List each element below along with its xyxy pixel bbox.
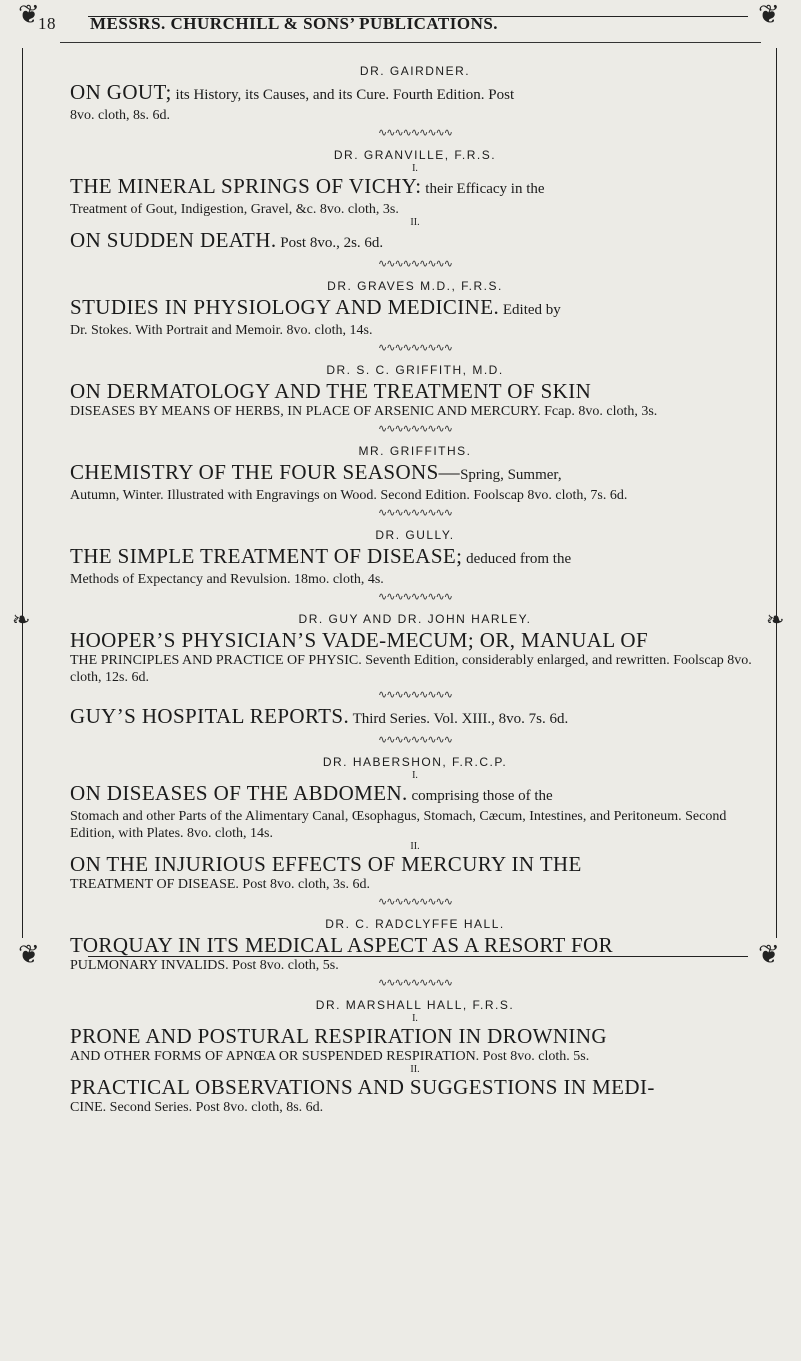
side-ornament-icon: ❧	[766, 608, 785, 633]
author-name: DR. GAIRDNER.	[359, 64, 471, 78]
header-rule	[60, 42, 761, 43]
item-numeral: II.	[410, 841, 420, 852]
book-title	[70, 628, 760, 652]
book-title	[70, 228, 760, 255]
author-name: DR. GULLY.	[375, 528, 455, 542]
book-description: CINE. Second Series. Post 8vo. cloth, 8s. 6d.	[70, 1100, 324, 1115]
book-description: PULMONARY INVALIDS. Post 8vo. cloth, 5s.	[70, 958, 339, 973]
corner-ornament-icon: ❦	[758, 940, 780, 970]
publication-entry	[70, 508, 760, 588]
ornamental-divider: ∿∿∿∿∿∿∿∿∿	[378, 258, 452, 270]
book-subtitle: its History, its Causes, and its Cure. Fourth Edition. Post	[171, 87, 515, 103]
item-numeral: II.	[410, 1064, 420, 1075]
book-description: Autumn, Winter. Illustrated with Engravings on Wood. Second Edition. Foolscap 8vo. cloth, 7s. 6d.	[70, 488, 628, 503]
book-title-text: GUY’S HOSPITAL REPORTS.	[70, 704, 350, 728]
publication-entry	[70, 128, 760, 255]
publication-entry	[70, 592, 760, 686]
publication-entry	[70, 735, 760, 893]
book-title	[70, 781, 760, 808]
ornamental-divider: ∿∿∿∿∿∿∿∿∿	[378, 591, 452, 603]
book-description: Treatment of Gout, Indigestion, Gravel, &c. 8vo. cloth, 3s.	[70, 202, 399, 217]
book-subtitle: Spring, Summer,	[460, 467, 562, 483]
ornamental-divider: ∿∿∿∿∿∿∿∿∿	[378, 896, 452, 908]
book-title	[70, 1075, 760, 1099]
author-name: DR. GRAVES M.D., F.R.S.	[327, 279, 503, 293]
book-subtitle: Post 8vo., 2s. 6d.	[276, 235, 384, 251]
left-border-line	[22, 48, 23, 938]
ornamental-divider: ∿∿∿∿∿∿∿∿∿	[378, 342, 452, 354]
book-subtitle: deduced from the	[462, 551, 572, 567]
ornamental-divider: ∿∿∿∿∿∿∿∿∿	[378, 977, 452, 989]
side-ornament-icon: ❧	[12, 608, 31, 633]
book-subtitle: their Efficacy in the	[421, 181, 545, 197]
item-numeral: I.	[412, 163, 418, 174]
book-title-text: TORQUAY IN ITS MEDICAL ASPECT AS A RESORT FOR	[70, 933, 614, 957]
book-title-text: ON THE INJURIOUS EFFECTS OF MERCURY IN THE	[70, 852, 582, 876]
publication-entry	[70, 64, 760, 124]
item-numeral: I.	[412, 770, 418, 781]
author-name: DR. C. RADCLYFFE HALL.	[325, 917, 505, 931]
book-title	[70, 852, 760, 876]
book-title	[70, 544, 760, 571]
book-title	[70, 460, 760, 487]
author-name: DR. S. C. GRIFFITH, M.D.	[326, 363, 504, 377]
publication-entry	[70, 424, 760, 504]
book-title	[70, 174, 760, 201]
book-title-text: PRACTICAL OBSERVATIONS AND SUGGESTIONS IN MEDI-	[70, 1075, 655, 1099]
right-border-line	[776, 48, 777, 938]
book-description: Dr. Stokes. With Portrait and Memoir. 8vo. cloth, 14s.	[70, 323, 373, 338]
publication-entry	[70, 978, 760, 1116]
book-title	[70, 295, 760, 322]
page-number: 18	[38, 14, 56, 33]
book-title-text: ON GOUT;	[70, 80, 172, 104]
corner-ornament-icon: ❦	[758, 0, 780, 30]
book-title-text: HOOPER’S PHYSICIAN’S VADE-MECUM; OR, MANUAL OF	[70, 628, 649, 652]
ornamental-divider: ∿∿∿∿∿∿∿∿∿	[378, 423, 452, 435]
book-title-text: ON DERMATOLOGY AND THE TREATMENT OF SKIN	[70, 379, 592, 403]
item-numeral: I.	[412, 1013, 418, 1024]
page-header	[38, 14, 760, 34]
book-subtitle: Third Series. Vol. XIII., 8vo. 7s. 6d.	[349, 711, 569, 727]
book-subtitle: Edited by	[499, 302, 561, 318]
book-description: Stomach and other Parts of the Alimentary Canal, Œsophagus, Stomach, Cæcum, Intestines, and Peritoneum. Second Edition, with Plates. 8vo. cloth, 14s.	[70, 809, 727, 841]
book-description: Methods of Expectancy and Revulsion. 18mo. cloth, 4s.	[70, 572, 384, 587]
book-title-text: ON SUDDEN DEATH.	[70, 228, 277, 252]
item-numeral: II.	[410, 217, 420, 228]
book-title-text: THE SIMPLE TREATMENT OF DISEASE;	[70, 544, 463, 568]
ornamental-divider: ∿∿∿∿∿∿∿∿∿	[378, 689, 452, 701]
running-title: MESSRS. CHURCHILL & SONS’ PUBLICATIONS.	[90, 14, 499, 33]
book-title-text: STUDIES IN PHYSIOLOGY AND MEDICINE.	[70, 295, 500, 319]
book-description: 8vo. cloth, 8s. 6d.	[70, 108, 170, 123]
book-description: DISEASES BY MEANS OF HERBS, IN PLACE OF ARSENIC AND MERCURY. Fcap. 8vo. cloth, 3s.	[70, 404, 658, 419]
publication-entry	[70, 343, 760, 420]
book-description: TREATMENT OF DISEASE. Post 8vo. cloth, 3s. 6d.	[70, 877, 370, 892]
publication-list	[70, 54, 760, 1116]
ornamental-divider: ∿∿∿∿∿∿∿∿∿	[378, 127, 452, 139]
book-title-text: PRONE AND POSTURAL RESPIRATION IN DROWNING	[70, 1024, 607, 1048]
book-title-text: CHEMISTRY OF THE FOUR SEASONS—	[70, 460, 461, 484]
author-name: DR. HABERSHON, F.R.C.P.	[322, 755, 508, 769]
book-title-text: THE MINERAL SPRINGS OF VICHY:	[70, 174, 422, 198]
publication-entry	[70, 259, 760, 339]
author-name: DR. GUY AND DR. JOHN HARLEY.	[298, 612, 532, 626]
book-title-text: ON DISEASES OF THE ABDOMEN.	[70, 781, 408, 805]
publication-entry	[70, 897, 760, 974]
author-name: MR. GRIFFITHS.	[358, 444, 472, 458]
author-name: DR. GRANVILLE, F.R.S.	[333, 148, 497, 162]
book-title	[70, 80, 760, 107]
book-description: AND OTHER FORMS OF APNŒA OR SUSPENDED RESPIRATION. Post 8vo. cloth. 5s.	[70, 1049, 590, 1064]
author-name: DR. MARSHALL HALL, F.R.S.	[315, 998, 515, 1012]
book-description: THE PRINCIPLES AND PRACTICE OF PHYSIC. Seventh Edition, considerably enlarged, and rewritten. Foolscap 8vo. cloth, 12s. 6d.	[70, 653, 752, 685]
publication-entry	[70, 690, 760, 731]
ornamental-divider: ∿∿∿∿∿∿∿∿∿	[378, 734, 452, 746]
corner-ornament-icon: ❦	[18, 940, 40, 970]
book-title	[70, 1024, 760, 1048]
corner-ornament-icon: ❦	[18, 0, 40, 30]
book-title	[70, 704, 760, 731]
ornamental-divider: ∿∿∿∿∿∿∿∿∿	[378, 507, 452, 519]
book-title	[70, 379, 760, 403]
book-title	[70, 933, 760, 957]
book-subtitle: comprising those of the	[407, 788, 553, 804]
